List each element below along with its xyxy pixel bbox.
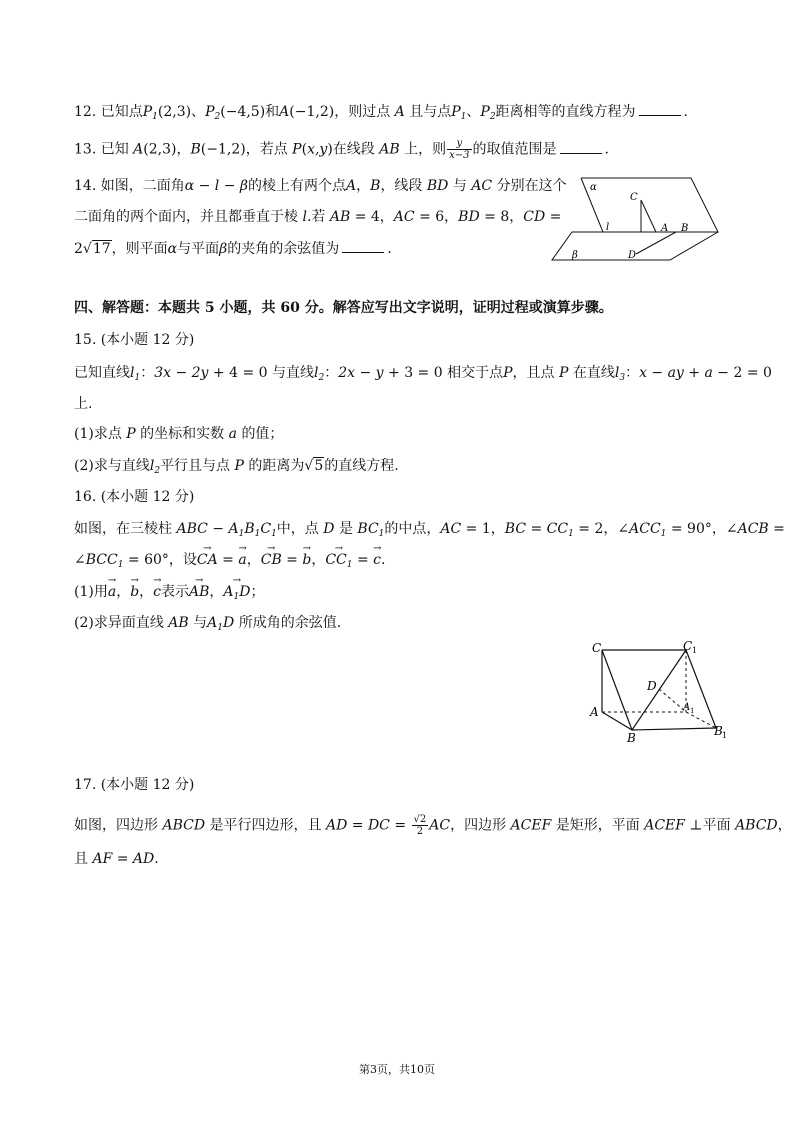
fig16-C-label: C [592, 641, 602, 655]
fig14-beta-label: β [572, 250, 578, 261]
q14-line2: 二面角的两个面内，并且都垂直于棱 l.若 AB = 4，AC = 6，BD = 8，CD = [74, 209, 562, 225]
fig16-A1-subscript: 1 [690, 707, 695, 715]
fig16-B1-label: B [714, 724, 723, 738]
section-4-heading: 四、解答题：本题共 5 小题，共 60 分。解答应写出文字说明，证明过程或演算步骤。 [74, 300, 613, 316]
answer-blank [342, 240, 384, 253]
q16-part1: (1)用→ a，→ b，→ c表示→ AB，→ $A_1D$； [74, 582, 265, 607]
triangular-prism-figure [588, 636, 730, 744]
q15-line1: 已知直线$l_1$：3x − 2y + 4 = 0 与直线$l_2$：2x − y + 3 = 0 相交于点P，且点 P 在直线$l_3$：x − ay + a − 2 = 0 [74, 365, 772, 383]
answer-blank [639, 103, 681, 116]
q16-line2: $\angle BCC_1 = 60^\circ$，设→ CA = → a，→ CB = → b，→ $CC_1$ = → c. [74, 550, 385, 575]
fig14-l-label: l [606, 222, 610, 233]
fig16-B1-subscript: 1 [722, 731, 728, 740]
fig16-A1-label: A [683, 702, 691, 713]
q13-line: 13. 已知 A(2,3)，B(−1,2)，若点 P(x,y)在线段 AB 上，则 $\frac{y}{x-3}$ 的取值范围是 . [74, 138, 609, 161]
fig16-C1-subscript: 1 [692, 646, 698, 655]
fig14-B-label: B [681, 223, 689, 234]
q14-line3: 2√17，则平面α与平面β的夹角的余弦值为 . [74, 241, 392, 257]
fig16-A-label: A [590, 705, 599, 719]
q15-line2: 上. [74, 396, 93, 412]
q16-line1: 如图，在三棱柱 ABC − $A_1B_1C_1$中，点 D 是 $BC_1$的中点，AC = 1，BC = $CC_1 = 2$，$\angle ACC_1 = 90^\circ$，∠ACB = [74, 521, 785, 539]
fig14-A-label: A [661, 223, 669, 234]
fig14-alpha-label: α [590, 182, 597, 193]
fig14-C-label: C [630, 192, 638, 203]
q16-part2: (2)求异面直线 AB 与$A_1D$ 所成角的余弦值. [74, 615, 342, 633]
fig16-D-label: D [647, 679, 657, 693]
answer-blank [560, 141, 602, 154]
q15-header: 15. (本小题 12 分) [74, 332, 195, 348]
q17-line2: 且 AF = AD. [74, 851, 159, 867]
q15-part2: (2)求与直线$l_2$平行且与点 P 的距离为√5的直线方程. [74, 458, 399, 476]
dihedral-angle-figure [548, 172, 720, 264]
fig16-C1-label: C [683, 639, 693, 653]
q14-line1: 14. 如图，二面角α − l − β的棱上有两个点A，B，线段 BD 与 AC 分别在这个 [74, 178, 567, 194]
q17-line1: 如图，四边形 ABCD 是平行四边形，且 AD = DC = $\frac{√2}{2}$ AC，四边形 ACEF 是矩形，平面 ACEF ⊥平面 ABCD， [74, 814, 792, 837]
page-footer: 第3页，共10页 [359, 1063, 435, 1076]
q12-line: 12. 已知点$P_1(2,3)$、$P_2(-4,5)$和A(−1,2)，则过点 A 且与点$P_1$、$P_2$距离相等的直线方程为 . [74, 104, 688, 122]
q17-header: 17. (本小题 12 分) [74, 777, 195, 793]
fig16-B-label: B [627, 731, 636, 744]
fig14-D-label: D [628, 250, 637, 261]
q16-header: 16. (本小题 12 分) [74, 489, 195, 505]
q15-part1: (1)求点 P 的坐标和实数 a 的值； [74, 426, 284, 442]
